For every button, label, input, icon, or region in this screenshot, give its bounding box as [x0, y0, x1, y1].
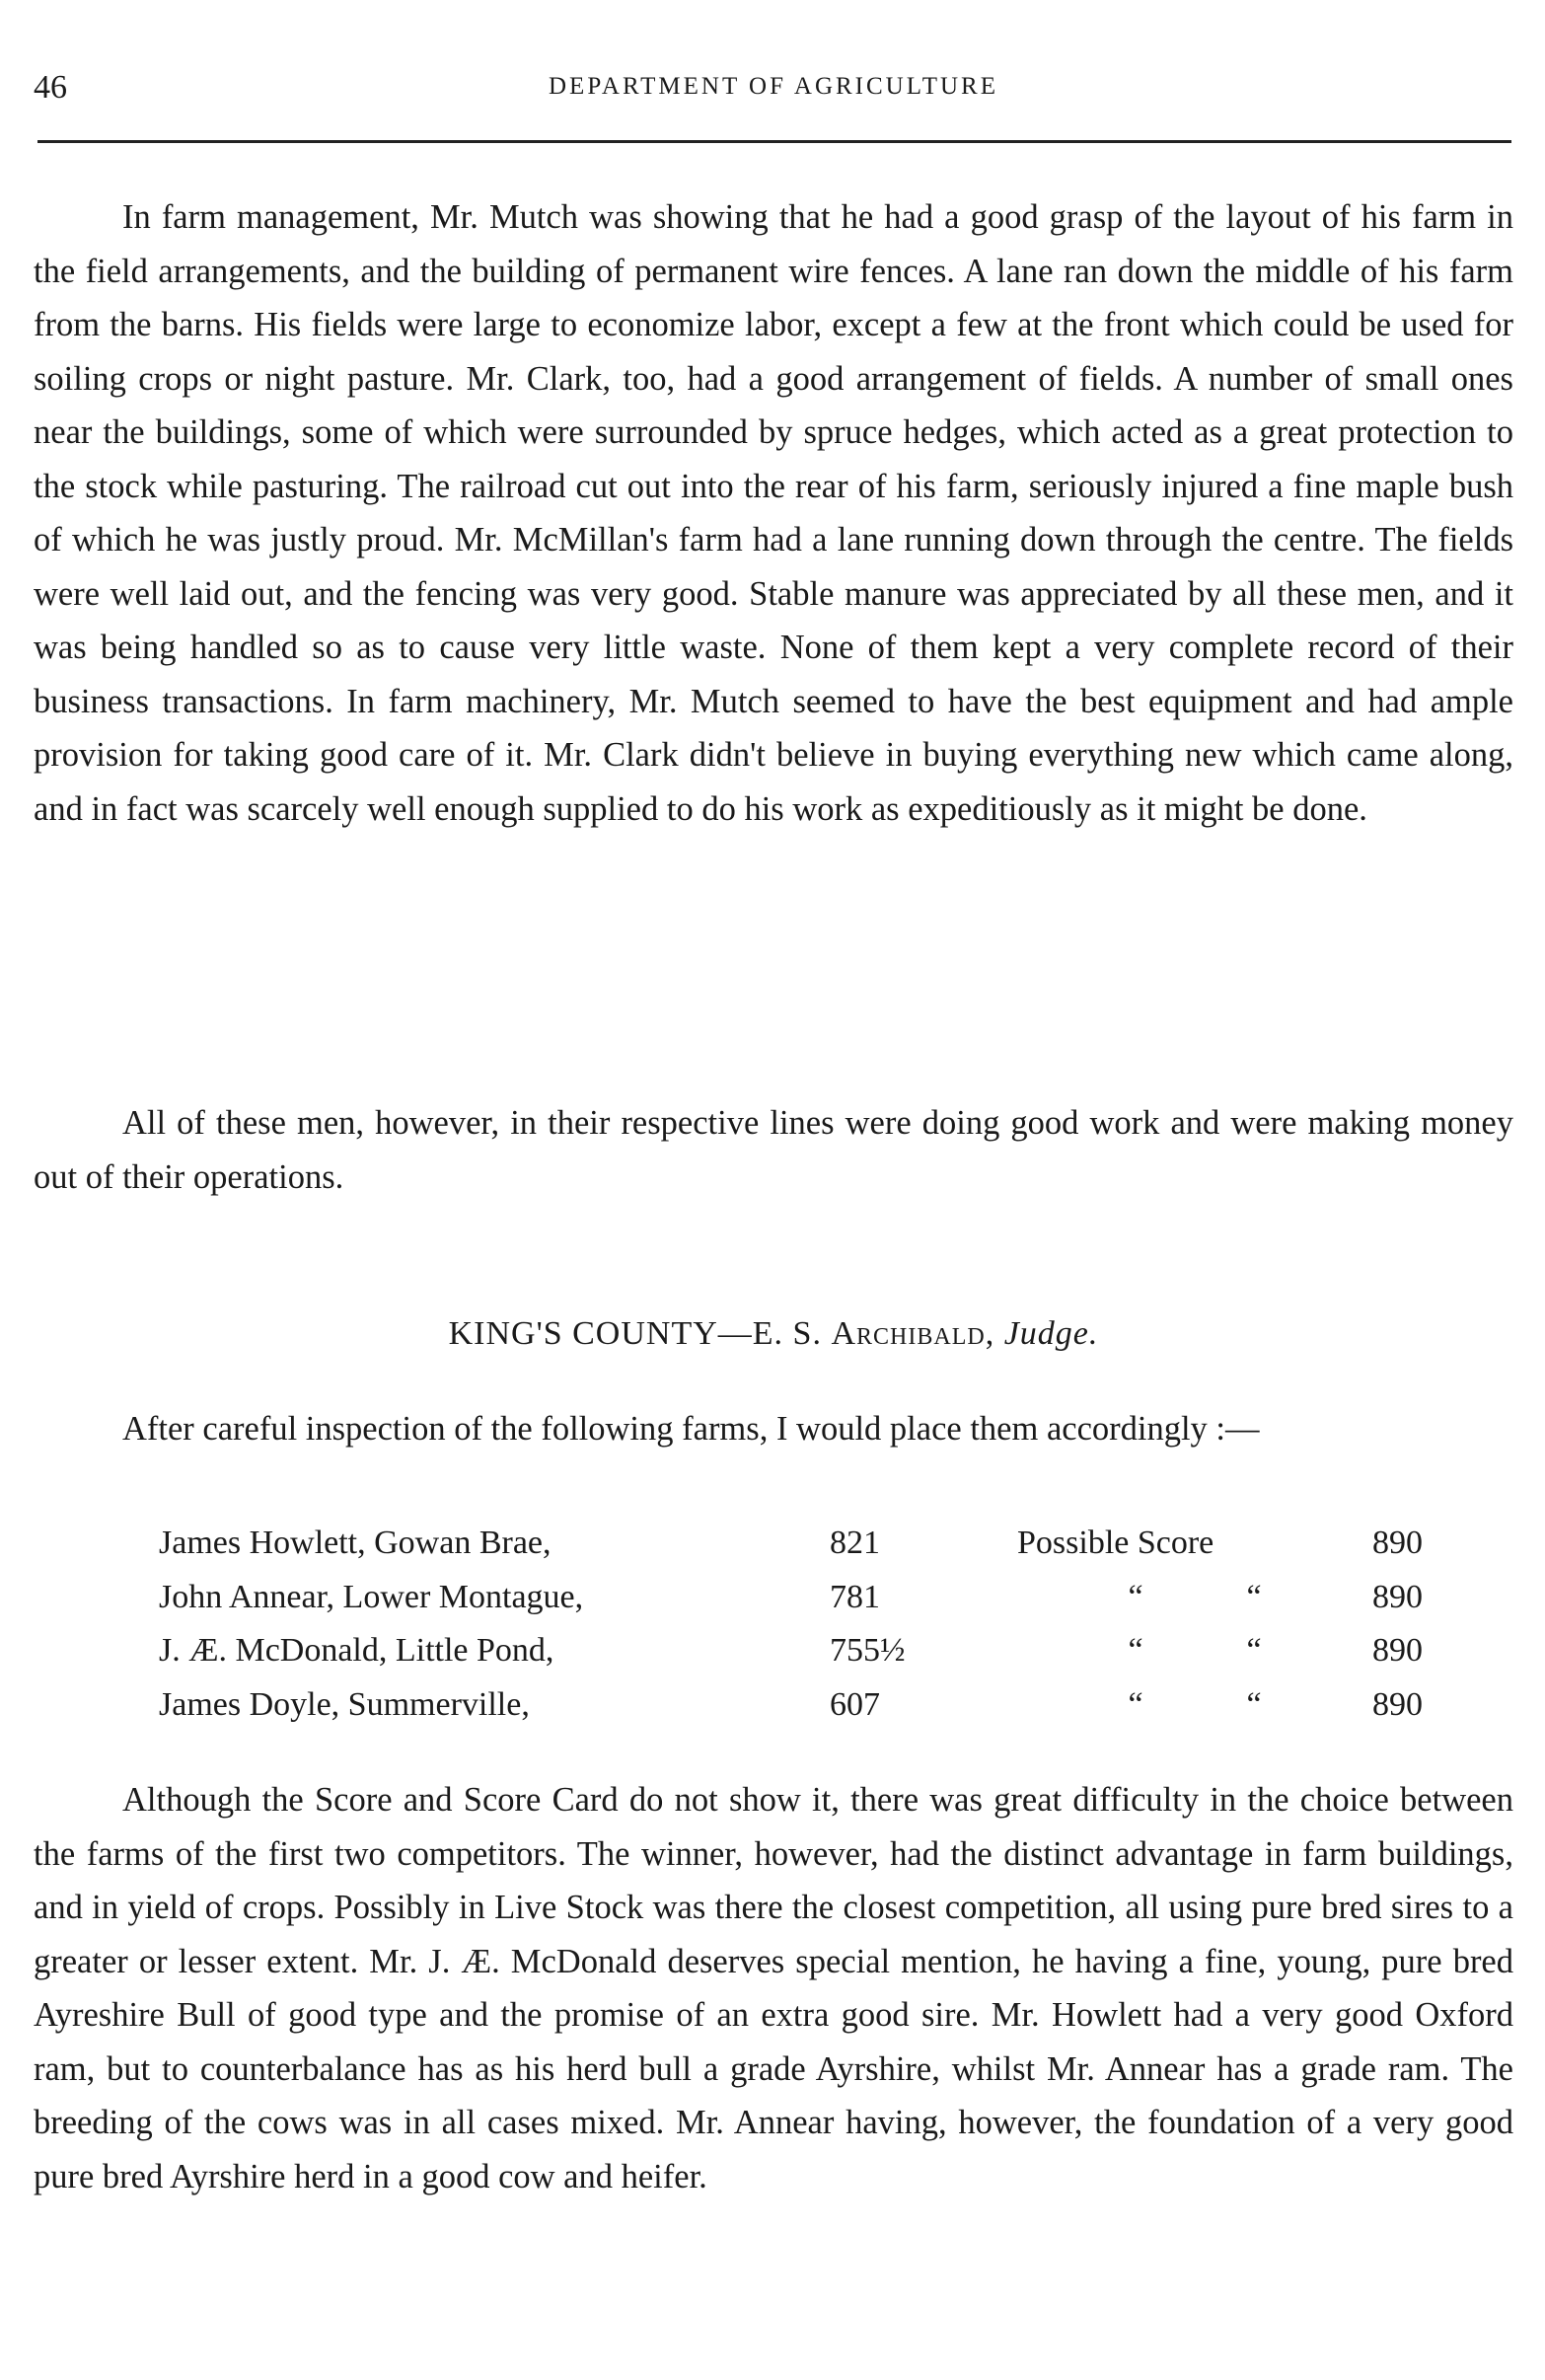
ditto-marks [1017, 1678, 1372, 1733]
paragraph-competition-notes [34, 1773, 1513, 2203]
page-number: 46 [34, 69, 67, 106]
paragraph-text: All of these men, however, in their respective lines were doing good work and were making money out of their operations. [34, 1104, 1513, 1196]
farm-score: 781 [830, 1578, 880, 1615]
paragraph-text: After careful inspection of the following farms, I would place them accordingly :— [122, 1410, 1260, 1448]
paragraph-inspection-intro [34, 1402, 1513, 1456]
score-table [159, 1517, 1441, 1732]
possible-score-value: 890 [1372, 1525, 1423, 1562]
farm-score: 755½ [830, 1632, 906, 1670]
farm-name: John Annear, Lower Montague, [159, 1578, 584, 1615]
table-row [159, 1571, 1441, 1625]
possible-score-label: Possible Score [1017, 1525, 1214, 1562]
ditto-mark: “ [1246, 1632, 1262, 1670]
possible-score-value: 890 [1372, 1578, 1423, 1615]
paragraph-farm-management [34, 190, 1513, 836]
ditto-mark: “ [1128, 1685, 1143, 1723]
ditto-marks [1017, 1571, 1372, 1625]
table-row [159, 1517, 1441, 1571]
ditto-mark: “ [1128, 1632, 1143, 1670]
table-row [159, 1678, 1441, 1733]
header-rule [37, 140, 1511, 143]
table-row [159, 1624, 1441, 1678]
ditto-mark: “ [1246, 1578, 1262, 1615]
ditto-mark: “ [1128, 1578, 1143, 1615]
paragraph-summary [34, 1096, 1513, 1204]
judge-initials: E. S. [752, 1315, 832, 1352]
section-heading [34, 1309, 1513, 1359]
farm-score: 821 [830, 1525, 880, 1562]
possible-score-value: 890 [1372, 1632, 1423, 1670]
ditto-mark: “ [1246, 1685, 1262, 1723]
possible-score-value: 890 [1372, 1685, 1423, 1723]
farm-name: James Doyle, Summerville, [159, 1685, 530, 1723]
heading-separator: , [985, 1315, 1004, 1352]
county-name: KING'S COUNTY— [448, 1315, 753, 1352]
farm-name: J. Æ. McDonald, Little Pond, [159, 1632, 554, 1670]
paragraph-text: Although the Score and Score Card do not show it, there was great difficulty in the choice between the farms of the first two competitors. The winner, however, had the distinct advantage in farm buildings, and in yield of crops. Possibly in Live Stock was there the closest competition, all using pure bred sires to a greater or lesser extent. Mr. J. Æ. McDonald deserves special mention, he having a fine, young, pure bred Ayreshire Bull of good type and the promise of an extra good sire. Mr. Howlett had a very good Oxford ram, but to counterbalance has as his herd bull a grade Ayrshire, whilst Mr. Annear has a grade ram. The breeding of the cows was in all cases mixed. Mr. Annear having, however, the foundation of a very good pure bred Ayrshire herd in a good cow and heifer. [34, 1781, 1513, 2195]
farm-name: James Howlett, Gowan Brae, [159, 1525, 552, 1562]
running-head [34, 69, 1513, 109]
judge-surname: Archibald [831, 1315, 986, 1352]
paragraph-text: In farm management, Mr. Mutch was showing that he had a good grasp of the layout of his farm in the field arrangements, and the building of permanent wire fences. A lane ran down the middle of his farm from the barns. His fields were large to economize labor, except a few at the front which could be used for soiling crops or night pasture. Mr. Clark, too, had a good arrangement of fields. A number of small ones near the buildings, some of which were surrounded by spruce hedges, which acted as a great protection to the stock while pasturing. The railroad cut out into the rear of his farm, seriously injured a fine maple bush of which he was justly proud. Mr. McMillan's farm had a lane running down through the centre. The fields were well laid out, and the fencing was very good. Stable manure was appreciated by all these men, and it was being handled so as to cause very little waste. None of them kept a very complete record of their business transactions. In farm machinery, Mr. Mutch seemed to have the best equipment and had ample provision for taking good care of it. Mr. Clark didn't believe in buying everything new which came along, and in fact was scarcely well enough supplied to do his work as expeditiously as it might be done. [34, 198, 1513, 828]
running-title: DEPARTMENT OF AGRICULTURE [549, 73, 998, 100]
judge-title: Judge. [1003, 1315, 1099, 1352]
farm-score: 607 [830, 1685, 880, 1723]
ditto-marks [1017, 1624, 1372, 1678]
